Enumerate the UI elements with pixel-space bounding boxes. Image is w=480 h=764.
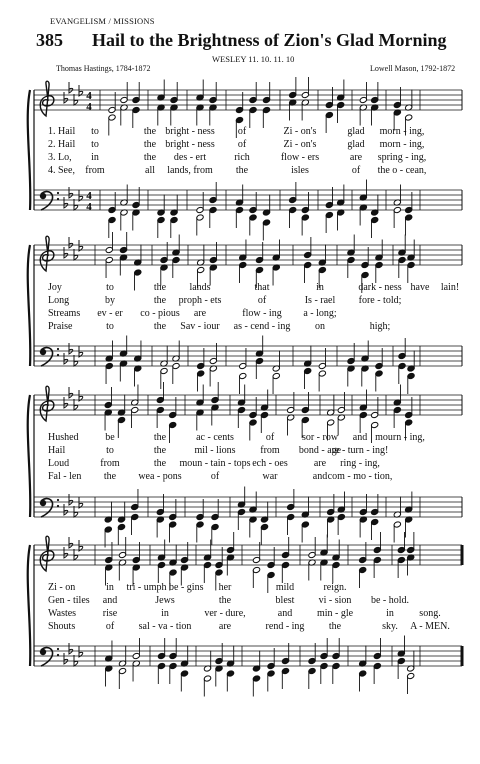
lyric-word: ech - oes — [252, 458, 288, 469]
lyric-word: are — [193, 308, 207, 319]
music-credit: Lowell Mason, 1792-1872 — [370, 64, 456, 73]
lyric-word: are — [313, 458, 327, 469]
lyric-word: from — [100, 458, 120, 469]
lyric-word: Praise — [48, 321, 73, 332]
lyric-word: flow - ing — [242, 308, 282, 319]
lyric-word: to — [106, 321, 114, 332]
lyric-word: from — [85, 165, 105, 176]
lyric-word: Long — [48, 295, 70, 306]
lyric-word: to — [106, 445, 114, 456]
lyric-word: are — [218, 621, 232, 632]
lyric-word: rich — [234, 152, 250, 163]
lyric-word: in — [91, 152, 99, 163]
category-label: EVANGELISM / MISSIONS — [50, 16, 155, 26]
lyric-word: des - ert — [173, 152, 207, 163]
lyric-word: by — [105, 295, 115, 306]
lyric-word: lands, from — [167, 165, 213, 176]
lyric-word: dark - ness — [358, 282, 402, 293]
lyric-word: to — [106, 282, 114, 293]
lyric-word: co - pious — [140, 308, 180, 319]
lyric-word: have — [410, 282, 430, 293]
lyric-word: Shouts — [48, 621, 76, 632]
lyric-word: the — [153, 445, 167, 456]
lyric-word: wea - pons — [138, 471, 182, 482]
lyric-word: morn - ing, — [379, 126, 425, 137]
lyric-word: that — [254, 282, 270, 293]
lyric-word: as - cend - ing — [233, 321, 291, 332]
lyric-word: Wastes — [48, 608, 77, 619]
lyric-word: in — [386, 608, 394, 619]
lyric-word: lain! — [440, 282, 460, 293]
lyric-word: Fal - len — [48, 471, 82, 482]
lyric-word: to — [91, 126, 99, 137]
lyric-word: to — [91, 139, 99, 150]
lyric-word: Zi - on — [48, 582, 76, 593]
lyric-word: mild — [275, 582, 295, 593]
lyric-word: on — [315, 321, 325, 332]
lyric-word: Hushed — [48, 432, 79, 443]
lyric-word: sor - row — [301, 432, 339, 443]
lyric-word: Gen - tiles — [48, 595, 90, 606]
time-signature-bottom: 4 — [86, 201, 92, 213]
lyric-word: from — [260, 445, 280, 456]
lyric-word: glad — [347, 139, 365, 150]
lyric-word: Is - rael — [304, 295, 336, 306]
lyric-word: and — [277, 608, 293, 619]
words-credit: Thomas Hastings, 1784-1872 — [56, 64, 151, 73]
lyric-word: of — [257, 295, 267, 306]
time-signature-top: 4 — [86, 190, 92, 202]
lyric-word: the — [153, 432, 167, 443]
lyric-word: 3. Lo, — [48, 152, 72, 163]
lyric-word: the — [103, 471, 117, 482]
lyric-word: a - long; — [303, 308, 337, 319]
lyric-word: Loud — [48, 458, 70, 469]
lyric-word: moun - tain - tops — [179, 458, 251, 469]
lyric-word: reign. — [323, 582, 347, 593]
lyric-word: mil - lions — [194, 445, 236, 456]
lyric-word: 4. See, — [48, 165, 75, 176]
lyric-word: ev - er — [97, 308, 123, 319]
lyric-word: Zi - on's — [283, 126, 317, 137]
lyric-word: tri - umph be - gins — [126, 582, 204, 593]
lyric-word: the — [153, 321, 167, 332]
lyric-word: ring - ing, — [340, 458, 380, 469]
lyric-word: 1. Hail — [48, 126, 76, 137]
lyric-word: of — [210, 471, 220, 482]
lyric-word: be — [105, 432, 115, 443]
lyric-word: bright - ness — [165, 139, 215, 150]
lyric-word: her — [218, 582, 232, 593]
lyric-word: bright - ness — [165, 126, 215, 137]
lyric-word: of — [265, 432, 275, 443]
lyric-word: the — [153, 295, 167, 306]
lyric-word: re - turn - ing! — [331, 445, 389, 456]
hymn-title: Hail to the Brightness of Zion's Glad Morning — [92, 30, 447, 50]
lyric-word: flow - ers — [280, 152, 320, 163]
lyric-word: Zi - on's — [283, 139, 317, 150]
lyric-word: and — [312, 471, 328, 482]
lyric-word: in — [316, 282, 324, 293]
lyric-word: Joy — [48, 282, 62, 293]
lyric-word: be - hold. — [370, 595, 410, 606]
lyric-word: the o - cean, — [377, 165, 427, 176]
lyric-word: the — [143, 139, 157, 150]
lyric-word: war — [262, 471, 278, 482]
lyric-word: morn - ing, — [379, 139, 425, 150]
lyric-word: the — [143, 126, 157, 137]
lyric-word: proph - ets — [178, 295, 222, 306]
lyric-word: and — [102, 595, 118, 606]
lyric-word: of — [105, 621, 115, 632]
lyric-word: blest — [275, 595, 295, 606]
lyric-word: Streams — [48, 308, 81, 319]
lyric-word: bond - age — [298, 445, 342, 456]
lyric-word: of — [351, 165, 361, 176]
lyric-word: song. — [419, 608, 441, 619]
lyric-word: 2. Hail — [48, 139, 76, 150]
time-signature-bottom: 4 — [86, 101, 92, 113]
lyric-word: and — [352, 432, 368, 443]
lyric-word: high; — [369, 321, 391, 332]
lyric-word: sal - va - tion — [138, 621, 192, 632]
lyric-word: vi - sion — [318, 595, 352, 606]
hymn-number: 385 — [36, 30, 63, 50]
lyric-word: com - mo - tion, — [327, 471, 393, 482]
lyric-word: spring - ing, — [377, 152, 427, 163]
lyric-word: A - MEN. — [410, 621, 450, 632]
tune-name: WESLEY 11. 10. 11. 10 — [212, 54, 295, 64]
lyric-word: Jews — [155, 595, 175, 606]
lyric-word: fore - told; — [358, 295, 402, 306]
lyric-word: isles — [291, 165, 309, 176]
lyric-word: the — [153, 458, 167, 469]
lyric-word: lands — [189, 282, 211, 293]
lyric-word: ver - dure, — [204, 608, 246, 619]
lyric-word: rise — [102, 608, 118, 619]
lyric-word: mourn - ing, — [375, 432, 425, 443]
time-signature-top: 4 — [86, 90, 92, 102]
lyric-word: Sav - iour — [180, 321, 220, 332]
lyric-word: the — [328, 621, 342, 632]
lyric-word: the — [143, 152, 157, 163]
lyric-word: ac - cents — [196, 432, 234, 443]
lyric-word: glad — [347, 126, 365, 137]
lyric-word: are — [349, 152, 363, 163]
lyric-word: all — [145, 165, 155, 176]
lyric-word: in — [106, 582, 114, 593]
lyric-word: the — [218, 595, 232, 606]
lyric-word: the — [235, 165, 249, 176]
lyric-word: of — [237, 126, 247, 137]
lyric-word: min - gle — [316, 608, 354, 619]
lyric-word: in — [161, 608, 169, 619]
lyric-word: rend - ing — [265, 621, 305, 632]
lyric-word: sky. — [382, 621, 398, 632]
lyric-word: of — [237, 139, 247, 150]
lyric-word: the — [153, 282, 167, 293]
lyric-word: Hail — [48, 445, 66, 456]
